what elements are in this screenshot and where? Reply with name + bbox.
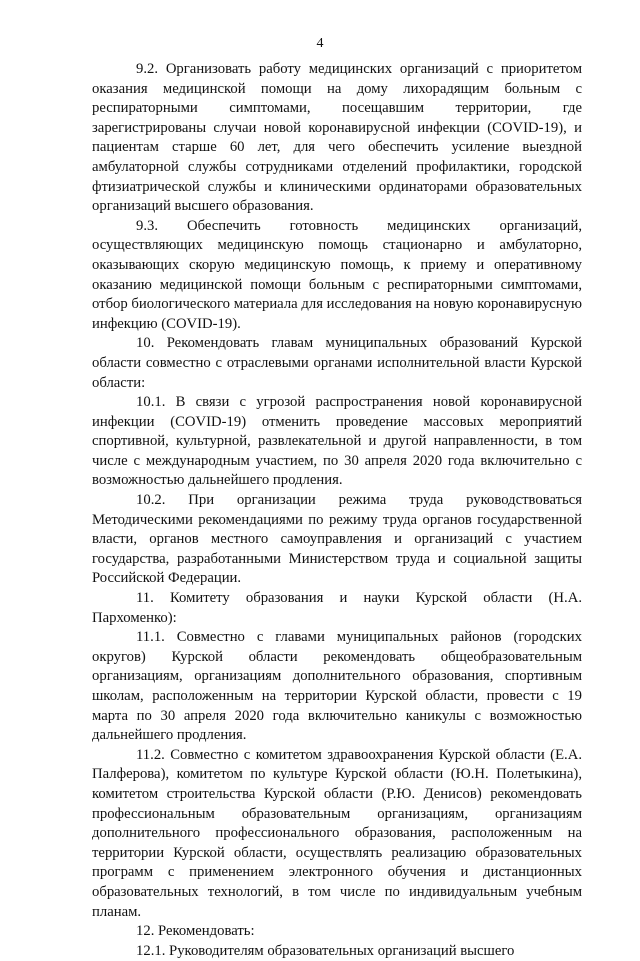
paragraph-11-2: 11.2. Совместно с комитетом здравоохранения Курской области (Е.А. Палферова), комитетом по культуре Курской области (Ю.Н. Полетыкина), комитетом строительства Курской области (Р.Ю. Денисов) рекомендовать профессиональным образовательным организациям, организациям дополнительного профессионального образования, расположенным на территории Курской области, осуществлять реализацию образовательных программ с применением электронного обучения и дистанционных образовательных технологий, в том числе по индивидуальным учебным планам.	[92, 746, 582, 920]
paragraph-11: 11. Комитету образования и науки Курской области (Н.А. Пархоменко):	[92, 590, 582, 626]
paragraph-10-1: 10.1. В связи с угрозой распространения новой коронавирусной инфекции (COVID-19) отменить проведение массовых мероприятий спортивной, культурной, развлекательной и другой направленности, в том числе с международным участием, по 30 апреля 2020 года включительно с возможностью дальнейшего продления.	[92, 394, 582, 489]
paragraph-11-1: 11.1. Совместно с главами муниципальных районов (городских округов) Курской области рекомендовать общеобразовательным организациям, организациям дополнительного образования, спортивным школам, расположенным на территории Курской области, провести с 19 марта по 30 апреля 2020 года включительно каникулы с возможностью дальнейшего продления.	[92, 629, 582, 744]
paragraph-10-2: 10.2. При организации режима труда руководствоваться Методическими рекомендациями по режиму труда органов государственной власти, органов местного самоуправления и организаций с участием государства, разработанными Министерством труда и социальной защиты Российской Федерации.	[92, 492, 582, 587]
paragraph-12: 12. Рекомендовать:	[136, 923, 255, 940]
paragraph-9-2: 9.2. Организовать работу медицинских организаций с приоритетом оказания медицинской помощи на дому лихорадящим больным с респираторными симптомами, посещавшим территории, где зарегистрированы случаи новой коронавирусной инфекции (COVID-19), и пациентам старше 60 лет, для чего обеспечить усиление выездной амбулаторной службы сотрудниками отделений профилактики, городской фтизиатрической службы и клиническими ординаторами образовательных организаций высшего образования.	[92, 61, 582, 215]
page-number: 4	[316, 36, 324, 51]
paragraph-9-3: 9.3. Обеспечить готовность медицинских организаций, осуществляющих медицинскую помощь стационарно и амбулаторно, оказывающих скорую медицинскую помощь, к приему и оперативному оказанию медицинской помощи больным с респираторными симптомами, отбор биологического материала для исследования на новую коронавирусную инфекцию (COVID-19).	[92, 217, 582, 332]
document-body	[92, 60, 582, 961]
paragraph-12-1: 12.1. Руководителям образовательных организаций высшего	[136, 942, 515, 959]
paragraph-10: 10. Рекомендовать главам муниципальных образований Курской области совместно с отраслевыми органами исполнительной власти Курской области:	[92, 335, 582, 391]
